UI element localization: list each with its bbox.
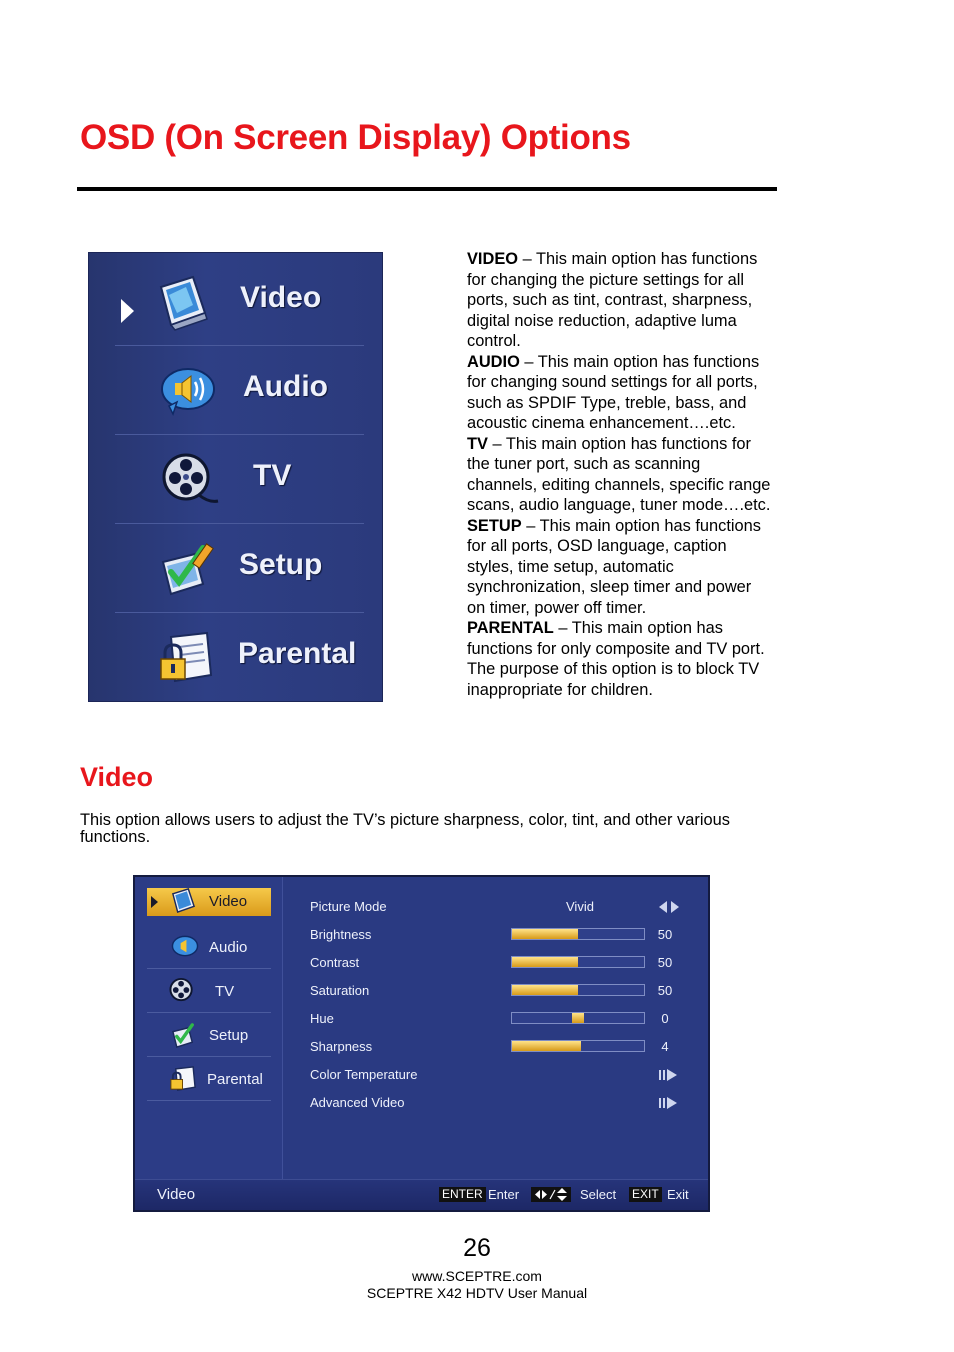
osd-row-label: Contrast	[310, 955, 360, 970]
osd-menu-item-setup	[147, 1013, 271, 1057]
main-menu-item-parental	[89, 613, 384, 702]
main-menu-label: Setup	[239, 548, 323, 581]
menu-descriptions	[467, 249, 772, 700]
main-menu-item-setup	[89, 524, 384, 613]
description-audio: AUDIO – This main option has functions for changing sound settings for all ports, such as SPDIF Type, treble, bass, and acoustic cinema enhancement….etc.	[467, 352, 760, 432]
select-label: Select	[580, 1187, 617, 1202]
brightness-value: 50	[657, 927, 673, 942]
description-setup: SETUP – This main option has functions for all ports, OSD language, caption styles, time setup, automatic synchronization, sleep timer and power on timer, power off timer.	[467, 516, 761, 617]
osd-menu-label: Video	[209, 893, 248, 910]
description-video: VIDEO – This main option has functions for changing the picture settings for all ports, such as tint, contrast, sharpness, digital noise reduction, adaptive luma control.	[467, 250, 758, 350]
saturation-value: 50	[657, 983, 673, 998]
osd-menu-item-tv	[147, 969, 271, 1013]
osd-row-label: Brightness	[310, 927, 372, 942]
osd-menu-column	[135, 877, 283, 1182]
title-rule	[77, 187, 777, 191]
osd-menu-item-parental	[147, 1057, 271, 1101]
osd-menu-label: Audio	[209, 939, 248, 956]
slider-fill	[512, 985, 578, 995]
slider-fill	[512, 957, 578, 967]
film-reel-icon	[169, 977, 197, 1005]
osd-footer-title: Video	[157, 1186, 196, 1203]
main-menu-item-tv	[89, 435, 384, 524]
video-monitor-icon	[153, 273, 211, 331]
submenu-arrow-icon	[659, 1097, 679, 1109]
exit-label: Exit	[667, 1187, 689, 1202]
main-menu-label: Audio	[243, 370, 328, 403]
sharpness-slider	[511, 1040, 645, 1052]
enter-label: Enter	[488, 1187, 520, 1202]
video-section-heading: Video	[80, 762, 154, 792]
osd-menu-item-audio	[147, 925, 271, 969]
submenu-arrow-icon	[659, 1069, 679, 1081]
parental-lock-icon	[169, 1065, 197, 1093]
hue-slider	[511, 1012, 645, 1024]
audio-speaker-icon	[159, 362, 217, 420]
footer-manual-title: SCEPTRE X42 HDTV User Manual	[366, 1285, 588, 1301]
page-title: OSD (On Screen Display) Options	[80, 118, 631, 157]
hue-value: 0	[661, 1011, 669, 1026]
setup-checklist-icon	[171, 1021, 199, 1049]
selection-arrow-icon	[121, 299, 134, 323]
osd-row-label: Hue	[310, 1011, 334, 1026]
exit-key: EXIT	[629, 1187, 662, 1202]
osd-row-label: Advanced Video	[310, 1095, 405, 1110]
saturation-slider	[511, 984, 645, 996]
osd-menu-label: TV	[215, 983, 235, 1000]
description-parental: PARENTAL – This main option has functions for only composite and TV port. The purpose of this option is to block TV inappropriate for children.	[467, 619, 765, 699]
navigate-arrows-icon	[531, 1187, 571, 1202]
video-section-intro: This option allows users to adjust the TV’s picture sharpness, color, tint, and other various functions.	[80, 811, 730, 846]
video-monitor-icon	[169, 887, 197, 915]
main-menu-label: TV	[253, 459, 292, 492]
contrast-slider	[511, 956, 645, 968]
slider-fill	[512, 929, 578, 939]
parental-lock-icon	[157, 629, 215, 687]
main-menu-image	[88, 252, 383, 702]
footer-url: www.SCEPTRE.com	[412, 1268, 542, 1284]
main-menu-item-audio	[89, 346, 384, 435]
osd-row-label: Picture Mode	[310, 899, 387, 914]
page-number: 26	[463, 1234, 491, 1262]
contrast-value: 50	[657, 955, 673, 970]
sharpness-value: 4	[661, 1039, 669, 1054]
osd-menu-label: Parental	[207, 1071, 263, 1088]
enter-key: ENTER	[439, 1187, 486, 1202]
osd-row-label: Color Temperature	[310, 1067, 418, 1082]
selection-arrow-icon	[151, 896, 158, 908]
slider-fill	[512, 1041, 581, 1051]
left-right-arrows-icon	[659, 901, 679, 913]
video-osd-screenshot	[133, 875, 710, 1212]
film-reel-icon	[161, 451, 219, 509]
setup-checklist-icon	[159, 540, 217, 598]
description-tv: TV – This main option has functions for the tuner port, such as scanning channels, editing channels, specific range scans, audio language, tuner mode….etc.	[467, 434, 771, 514]
main-menu-item-video	[89, 257, 384, 346]
audio-speaker-icon	[171, 933, 199, 961]
main-menu-label: Video	[240, 281, 322, 314]
slider-knob	[572, 1013, 584, 1023]
osd-menu-label: Setup	[209, 1027, 249, 1044]
osd-footer-bar	[135, 1179, 708, 1210]
osd-row-label: Saturation	[310, 983, 370, 998]
picture-mode-value: Vivid	[566, 899, 594, 914]
brightness-slider	[511, 928, 645, 940]
osd-menu-item-video	[147, 888, 271, 916]
osd-row-label: Sharpness	[310, 1039, 373, 1054]
main-menu-label: Parental	[238, 637, 357, 670]
